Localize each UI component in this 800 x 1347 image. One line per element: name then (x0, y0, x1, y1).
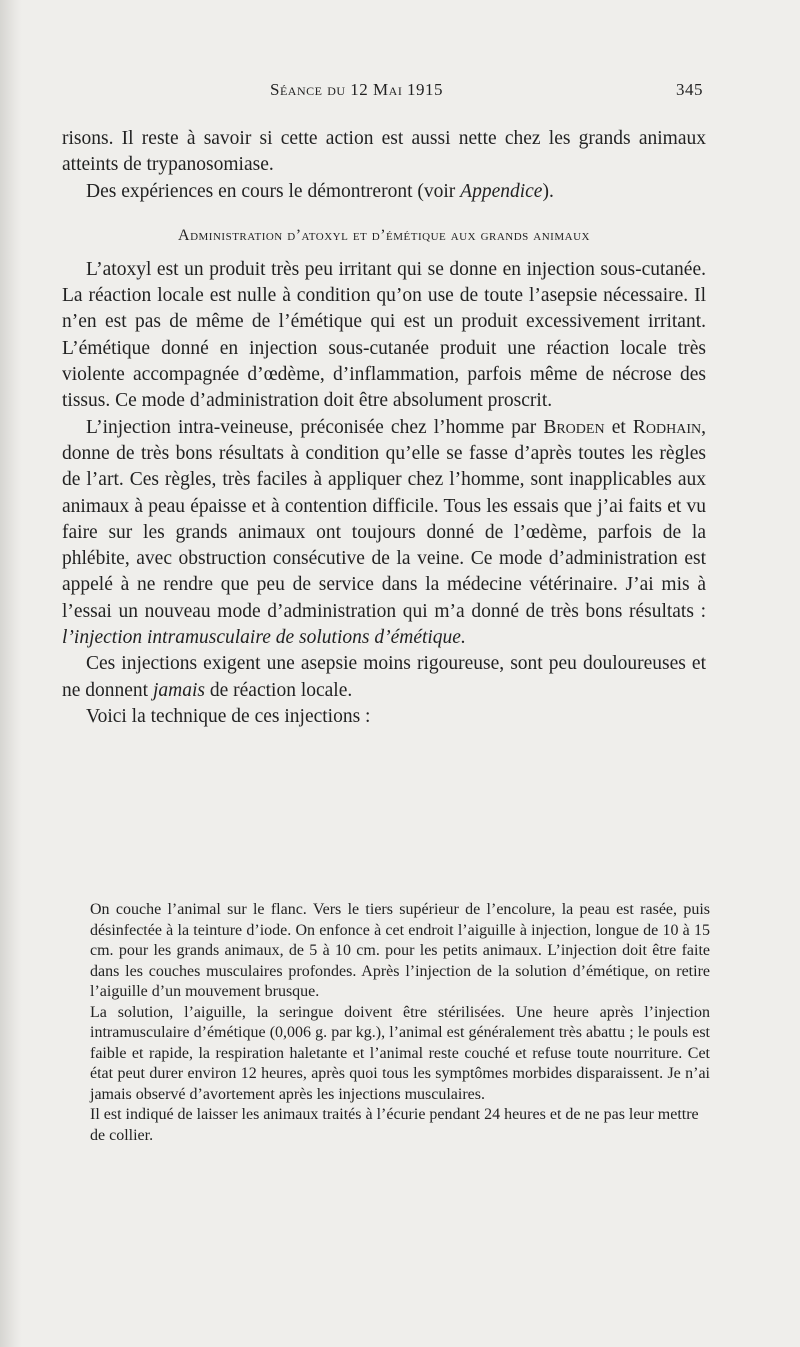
technique-paragraph: La solution, l’aiguille, la seringue doivent être stérilisées. Une heure après l’injection intramusculaire d’émétique (0,006 g. par kg.), l’animal est généralement très abattu ; le pouls est faible et rapide, la respiration haletante et l’animal reste couché et refuse toute nourriture. Cet état peut durer environ 12 heures, après quoi tous les symptômes morbides disparaissent. Je n’ai jamais observé d’avortement après les injections musculaires. (90, 1003, 710, 1103)
section-heading: Administration d’atoxyl et d’émétique aux grands animaux (178, 226, 590, 244)
technique-paragraph: On couche l’animal sur le flanc. Vers le tiers supérieur de l’encolure, la peau est rasée, puis désinfectée à la teinture d’iode. On enfonce à cet endroit l’aiguille à injection, longue de 10 à 15 cm. pour les grands animaux, de 5 à 10 cm. pour les petits animaux. L’injection doit être faite dans les couches musculaires profondes. Après l’injection de la solution d’émétique, on retire l’aiguille d’un mouvement brusque. (90, 901, 710, 1000)
text-run: L’injection intra-veineuse, préconisée chez l’homme par (86, 416, 544, 438)
emphasis-intramuscular: l’injection intramusculaire de solutions d’émétique. (62, 627, 466, 649)
text-run: , donne de très bons résultats à condition qu’elle se fasse d’après toutes les règles de l’art. Ces règles, très faciles à appliquer chez l’homme, sont inapplicables aux animaux à peau épaisse et à contention difficile. Tous les essais que j’ai faits et vu faire sur les grands animaux ont toujours donné de l’œdème, parfois de la phlébite, avec obstruction consécutive de la veine. Ce mode d’administration est appelé à ne rendre que peu de service dans la médecine vétérinaire. J’ai mis à l’essai un nouveau mode d’administration qui m’a donné de très bons résultats : (62, 416, 706, 622)
text-run: et (604, 416, 633, 438)
paragraph-intravenous (62, 415, 706, 652)
text-run: de réaction locale. (205, 679, 353, 701)
emphasis-jamais: jamais (152, 679, 205, 701)
page-header (0, 80, 800, 104)
paragraph-asepsis (62, 651, 706, 704)
technique-text (90, 900, 710, 1146)
text-run: ). (542, 180, 554, 202)
main-text (62, 126, 706, 730)
text-run: Des expériences en cours le démontreront (voir (86, 180, 461, 202)
paragraph-appendix-note (62, 179, 706, 205)
page-gutter-shadow (0, 0, 22, 1347)
paragraph-technique-intro: Voici la technique de ces injections : (86, 705, 371, 727)
paragraph-continuation: risons. Il reste à savoir si cette action est aussi nette chez les grands animaux atteints de trypanosomiase. (62, 128, 706, 176)
author-name: Rodhain (632, 416, 702, 438)
paragraph-atoxyl: L’atoxyl est un produit très peu irritant qui se donne en injection sous-cutanée. La réaction locale est nulle à condition qu’on use de toute l’asepsie nécessaire. Il n’en est pas de même de l’émétique qui est un produit excessivement irritant. L’émétique donné en injection sous-cutanée produit une réaction locale très violente accompagnée d’œdème, d’inflammation, parfois même de nécrose des tissus. Ce mode d’administration doit être absolument proscrit. (62, 258, 706, 412)
page-number: 345 (676, 80, 703, 99)
author-name: Broden (543, 416, 605, 438)
running-head: Séance du 12 Mai 1915 (270, 80, 444, 99)
technique-paragraph: Il est indiqué de laisser les animaux traités à l’écurie pendant 24 heures et de ne pas leur mettre de collier. (90, 1106, 699, 1144)
appendix-reference: Appendice (460, 180, 543, 202)
text-run: Ces injections exigent une asepsie moins rigoureuse, sont peu douloureuses et ne donnent (62, 653, 706, 701)
